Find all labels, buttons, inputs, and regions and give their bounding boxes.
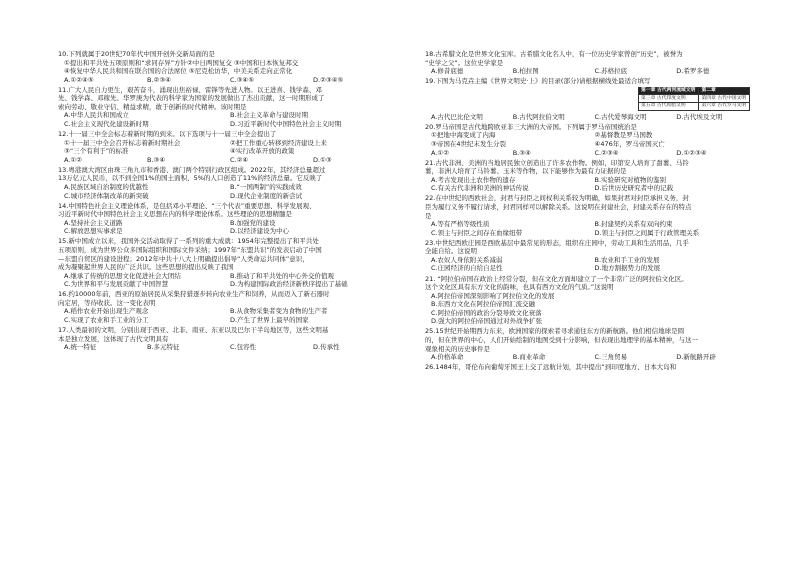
option-row — [425, 149, 758, 158]
text-line: 五项原则，成为世界公众多国际组织和国际文件采纳；1997年“东盟共识”的发表启动了中国 — [58, 246, 322, 254]
option-text: B.多元特征 — [147, 343, 180, 352]
option-row — [58, 183, 396, 192]
text-line: 18.古希腊文化是世界文化宝库。古希腊文化名人中，有一位历史学家曾创“历史”，被誉为 — [425, 50, 683, 58]
option-text: ①十一届三中全会召开标志着新时期社会 — [64, 138, 181, 147]
option-text: B.柏拉图 — [512, 67, 539, 76]
text-line: 10.下列就属于20世纪70年代中国开创外交新局面的是 — [58, 50, 215, 58]
option-text: D.为构建国际政治经济新秩序提出了基础 — [230, 280, 348, 289]
option-text: C.苏格拉底 — [594, 67, 628, 76]
text-line: 这个文化区具有东方文化的韵味，也具有西方文化的气质。”这说明 — [425, 283, 614, 292]
option-row — [425, 229, 758, 238]
text-line: 先、钱学森、邓稼先、华罗庚为代表的科学家为国家的发展做出了杰出贡献，这一时期形成了 — [58, 94, 325, 103]
text-line: 13万亿元人民币，以不到全国1%的国土面积、5%的人口创造了11%的经济总量。它反映了 — [58, 174, 323, 183]
text-line: 20.罗马帝国是古代地跨欧亚非三大洲的大帝国。下列属于罗马帝国统治是 — [425, 122, 637, 131]
option-text: A.等有严格等级性质 — [431, 220, 490, 229]
toc-cell: 第一章 古代两河流域文明 — [639, 87, 699, 95]
option-text: A.民族区域自治制度的优越性 — [64, 182, 149, 191]
toc-cell: 第二章 — [699, 87, 750, 95]
toc-table — [638, 87, 750, 111]
option-text: ④实行改革开放的政策 — [230, 147, 295, 156]
option-row — [425, 353, 758, 362]
option-text: B.加强党的建设 — [230, 218, 276, 227]
option-text: A.①② — [64, 155, 83, 164]
text-line: 16.约10000年前，西亚的原始居民从采集狩猎逐步转向农业生产和饲养，从而迈入了新石器时 — [58, 290, 330, 299]
text-line: 25.15世纪开始期西力东来，欧洲国家的探索者寻求通往东方的新航路。他们相信地球是圆 — [425, 327, 685, 336]
text-line: 23.中世纪西欧庄园是西欧基层中最常见的形态，组织在庄园中，劳动工具和生活用品，几乎 — [425, 238, 689, 247]
option-text: D.产生了世界上最早的国家 — [230, 315, 309, 324]
option-row — [425, 67, 758, 76]
text-line: 26.1484年，哥伦布向葡萄牙国王上交了远航计划，其中提出“到印度地方、日本大岛和 — [425, 363, 677, 372]
option-text: ③帝国在4世纪末发生分裂 — [431, 140, 506, 149]
toc-cell: 第六章 古代罗马文明 — [699, 103, 750, 111]
option-text: A.继承了传统的思想文化促进社会大团结 — [64, 271, 181, 280]
toc-row — [639, 95, 750, 103]
option-text: D.现代企业制度的新尝试 — [230, 191, 303, 200]
option-text: B.社会主义革命与建设时期 — [230, 111, 309, 120]
option-text: C.③④⑤ — [230, 75, 255, 84]
option-text: ②把工作重心转移到经济建设上来 — [230, 138, 327, 147]
toc-figure — [425, 87, 758, 111]
option-text: C.解放思想实事求是 — [64, 227, 123, 236]
option-text: A.修昔底德 — [431, 67, 464, 76]
text-line: 的，但在世界的中心，人们开始绘制的地图受到十分影响，但表现出地理学的基本精神，与这一 — [425, 336, 698, 345]
text-line: ①提出和平共处五项原则和“求同存异”方针②中日两国复交 ③中国和日本恢复邦交 — [64, 58, 299, 67]
option-row — [58, 307, 396, 316]
option-text: A.①②④⑤ — [64, 75, 94, 84]
option-row — [58, 147, 396, 156]
text-line: 全能自给。这说明 — [425, 247, 477, 256]
option-text: A.①② — [431, 148, 450, 157]
toc-cell: 第三章 古代印度文明 — [639, 95, 699, 103]
option-text: ②基督教是罗马国教 — [594, 131, 653, 140]
text-line: 12.十一届三中全会标志着新时期的到来。以下选项与十一届三中全会提出了 — [58, 130, 277, 139]
option-row — [58, 316, 396, 325]
option-text: B.③④ — [512, 148, 531, 157]
text-line: 臣为履行义务不履行请求，封君同样可以解除关系。这说明在封建社会，封建关系存在的特点 — [425, 203, 692, 212]
option-text: D.后世历史研究者中的记载 — [594, 184, 674, 193]
option-text: B.封建契约关系有双向约束 — [594, 220, 673, 229]
option-text: C.社会主义现代化建设新时期 — [64, 119, 149, 128]
text-line: 薯，非洲人培育了马铃薯、玉米等作物，以下能够作为最有力证据的是 — [425, 167, 627, 176]
text-line: 22.在中世纪的西欧社会，封君与封臣之间权利关系较为明确，如果封君对封臣承担义务，封 — [425, 194, 689, 203]
option-row — [425, 184, 758, 193]
text-line: C.阿拉伯帝国的政治分裂导致文化衰落 — [431, 308, 542, 317]
option-text: D.古代埃及文明 — [676, 112, 723, 121]
text-line: D.强大的阿拉伯帝国通过对外战争扩张 — [431, 317, 543, 326]
option-row — [425, 113, 758, 122]
text-line: 21.古代非洲、美洲的当地居民独立创造出了许多农作物。例如，印第安人培育了甜薯、马铃 — [425, 158, 689, 167]
option-text: ①把地中海变成了内海 — [431, 131, 496, 140]
option-row — [58, 192, 396, 201]
option-text: D.②③④⑤ — [313, 75, 344, 84]
option-row — [58, 280, 396, 289]
toc-row — [639, 103, 750, 111]
option-text: C.庄园经济的自给自足性 — [431, 264, 503, 273]
option-text: A.农奴人身依附关系减弱 — [431, 255, 503, 264]
option-text: ④476年，罗马帝国灭亡 — [594, 140, 665, 149]
option-text: D.希罗多德 — [676, 67, 710, 76]
text-line: 索向劳动、敬业守信、精益求精，敢于创新的时代精神。该时期是 — [58, 102, 247, 111]
option-text: A.考古发现出土农作物的遗存 — [431, 175, 516, 184]
text-line: 19.下图为马克垚主编《世界文明史·上》的目录(部分)请根据横线处最适合填写 — [425, 77, 651, 86]
text-line: 向定居，等待收获。这一变化表明 — [58, 298, 156, 307]
text-line: 15.新中国成立以来，我国外交活动取得了一系列的重大成就：1954年完整提出了和平共处 — [58, 237, 319, 246]
text-line: 观象相关的历史事件是 — [425, 344, 490, 353]
text-line: 习近平新时代中国特色社会主义思想在内的科学理论体系。这些理论的思想精髓是 — [58, 210, 292, 219]
option-text: B.“一国两制”的实践成效 — [230, 182, 302, 191]
option-text: B.推动了和平共处的中心外交价值观 — [230, 271, 335, 280]
option-row — [425, 264, 758, 273]
option-row — [58, 111, 396, 120]
option-row — [58, 120, 396, 129]
option-text: C.城市经济体制改革的新突破 — [64, 191, 149, 200]
option-text: C.为世界和平与发展贡献了中国智慧 — [64, 280, 169, 289]
option-text: B.实验研究对植物的鉴别 — [594, 175, 667, 184]
text-line: —东盟自贸区的建设进程；2012年中共十八大上明确提出倡导“人类命运共同体”意识， — [58, 254, 309, 263]
option-text: C.②④ — [230, 155, 249, 164]
text-line: 17.人类最初的文明，分别出现于西亚、北非、南亚、东亚以及巴尔干半岛地区等，这些文明基 — [58, 326, 329, 335]
option-text: A.坚持社会主义道路 — [64, 218, 123, 227]
option-text: B.农业和手工业的发展 — [594, 255, 660, 264]
option-row — [58, 156, 396, 165]
text-line: “史学之父”。这位史学家是 — [425, 58, 504, 67]
option-text: A.稻作农业开始出现生产观念 — [64, 307, 149, 316]
option-text: A.中华人民共和国成立 — [64, 111, 129, 120]
option-row — [425, 220, 758, 229]
option-text: C.三角贸易 — [594, 353, 628, 362]
option-text: D.地方割据势力的发展 — [594, 264, 661, 273]
option-text: C.有关古代非洲和美洲的神话传说 — [431, 184, 529, 193]
option-text: C.领主与封臣之间存在血缘纽带 — [431, 228, 523, 237]
option-text: A.统一特征 — [64, 343, 97, 352]
option-text: ③“三个有利于”的标准 — [64, 147, 129, 156]
option-text: D.①②③④ — [676, 148, 707, 157]
text-line: 14.中国特色社会主义理论体系，是包括邓小平理论、“三个代表”重要思想、科学发展观、 — [58, 201, 316, 210]
option-text: D.传承性 — [313, 343, 340, 352]
text-line: ④恢复中华人民共和国在联合国的合法席位 ⑤尼克松访华，中美关系走向正常化 — [64, 67, 293, 76]
option-row — [58, 219, 396, 228]
option-text: A.价格革命 — [431, 353, 464, 362]
option-row — [58, 139, 396, 148]
option-text: C.古代爱琴海文明 — [594, 112, 647, 121]
text-line: A.阿拉伯帝国深刻影响了阿拉伯文化的发展 — [431, 291, 555, 300]
option-row — [58, 272, 396, 281]
option-text: A.古代巴比伦文明 — [431, 112, 483, 121]
option-row — [425, 176, 758, 185]
text-line: 11.广大人民自力更生，艰苦奋斗，涌现出焦裕禄、雷锋等先进人物。以王进喜、钱学森、邓 — [58, 85, 322, 94]
text-line: B.东西方文化在阿拉伯帝国汇流交融 — [431, 300, 536, 309]
right-column — [425, 50, 758, 372]
option-row — [425, 131, 758, 140]
toc-cell: 第四章 古代中国文明 — [699, 95, 750, 103]
option-text: B.古代阿拉伯文明 — [512, 112, 565, 121]
text-line: 是 — [425, 211, 432, 220]
option-row — [425, 256, 758, 265]
option-text: C.②③④ — [594, 148, 619, 157]
option-row — [425, 140, 758, 149]
option-text: C.实现了农业和手工业的分工 — [64, 315, 149, 324]
option-text: B.商业革命 — [512, 353, 546, 362]
option-row — [58, 76, 396, 85]
text-line: 本是独立发展，这体现了古代文明具有 — [58, 334, 169, 343]
option-text: D.领主与封臣之间属于行政管理关系 — [594, 228, 700, 237]
option-text: C.包容性 — [230, 343, 257, 352]
option-text: D.习近平新时代中国特色社会主义时期 — [230, 119, 342, 128]
option-text: B.②③④ — [147, 75, 172, 84]
text-line: 13.粤港澳大湾区由珠三角九市和香港、澳门两个特别行政区组成。2022年，其经济总量超过 — [58, 165, 326, 174]
option-text: D.①③ — [313, 155, 332, 164]
text-line: 21. “阿拉伯帝国在政治上经常分裂，但在文化方面却建立了一个非常广泛的阿拉伯文化区。 — [425, 274, 688, 283]
left-column — [58, 50, 396, 352]
option-text: B.从食物采集者变为食物的生产者 — [230, 307, 328, 316]
option-row — [58, 227, 396, 236]
toc-row — [639, 87, 750, 95]
option-text: D.以经济建设为中心 — [230, 227, 290, 236]
option-text: B.③④ — [147, 155, 166, 164]
text-line: 成为凝聚起世界人民的广泛共识。这些思想的提出反映了我国 — [58, 263, 234, 272]
option-row — [58, 343, 396, 352]
toc-cell: 第五章 古代希腊文明 — [639, 103, 699, 111]
option-text: D.新航路开辟 — [676, 353, 716, 362]
